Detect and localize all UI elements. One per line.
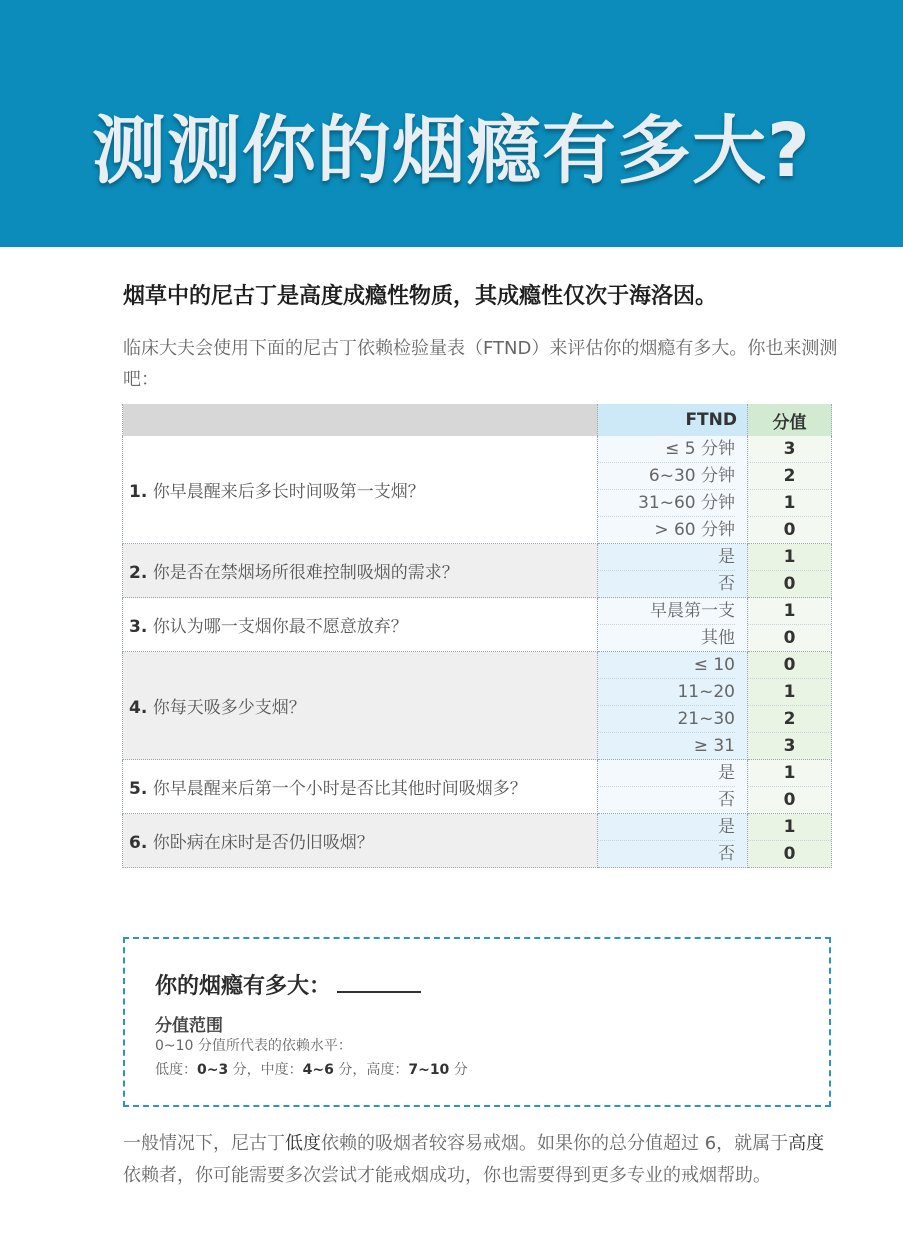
table-row [123,436,832,544]
option-label: 早晨第一支 [598,598,735,625]
intro-paragraph: 临床大夫会使用下面的尼古丁依赖检验量表（FTND）来评估你的烟瘾有多大。你也来测测吧： [123,338,838,390]
question-cell [123,814,598,868]
option-score: 0 [783,520,796,540]
ftnd-options-cell [598,598,748,652]
question-text: 你是否在禁烟场所很难控制吸烟的需求？ [152,563,459,583]
option-score: 0 [783,574,796,594]
option-score: 1 [748,679,831,706]
score-cell [748,544,832,598]
closing-paragraph: 一般情况下，尼古丁低度依赖的吸烟者较容易戒烟。如果你的总分值超过 6，就属于高度依赖者，你可能需要多次尝试才能戒烟成功，你也需要得到更多专业的戒烟帮助。 [123,1133,825,1186]
ftnd-options-cell [598,436,748,544]
question-cell [123,652,598,760]
option-label: 否 [718,574,735,594]
option-score: 3 [783,736,796,756]
option-score: 1 [748,760,831,787]
question-cell [123,436,598,544]
table-header-row [123,404,832,436]
range-levels: 低度：0~3 分，中度：4~6 分，高度：7~10 分 [155,1062,468,1078]
table-row [123,652,832,760]
question-text: 你每天吸多少支烟？ [152,698,306,718]
question-text: 你早晨醒来后第一个小时是否比其他时间吸烟多？ [152,779,527,799]
option-label: 31~60 分钟 [598,490,735,517]
range-title: 分值范围 [155,1016,223,1036]
option-label: 否 [718,844,735,864]
question-number: 1. [129,482,148,502]
lead-statement: 烟草中的尼古丁是高度成瘾性物质，其成瘾性仅次于海洛因。 [123,284,718,309]
option-label: 21~30 [598,706,735,733]
table-row [123,598,832,652]
option-score: 1 [748,814,831,841]
table-row [123,544,832,598]
question-text: 你卧病在床时是否仍旧吸烟？ [152,833,374,853]
ftnd-options-cell [598,814,748,868]
option-score: 2 [748,463,831,490]
option-label: 是 [598,814,735,841]
score-cell [748,652,832,760]
question-cell [123,760,598,814]
question-text: 你早晨醒来后多长时间吸第一支烟？ [152,482,425,502]
question-number: 2. [129,563,148,583]
answer-blank [337,971,421,993]
result-title: 你的烟瘾有多大： [155,969,421,1000]
result-box [123,937,831,1107]
option-score: 0 [783,844,796,864]
header-ftnd: FTND [598,404,748,436]
question-text: 你认为哪一支烟你最不愿意放弃？ [152,617,408,637]
ftnd-options-cell [598,652,748,760]
option-label: 其他 [701,628,735,648]
score-cell [748,598,832,652]
option-label: ≤ 10 [598,652,735,679]
option-score: 2 [748,706,831,733]
option-score: 1 [748,544,831,571]
score-cell [748,436,832,544]
question-number: 4. [129,698,148,718]
option-score: 0 [783,790,796,810]
question-number: 5. [129,779,148,799]
score-cell [748,814,832,868]
page-title: 测测你的烟瘾有多大? [92,108,811,194]
option-label: ≥ 31 [693,736,735,756]
table-row [123,814,832,868]
question-number: 3. [129,617,148,637]
question-cell [123,544,598,598]
ftnd-options-cell [598,760,748,814]
range-description: 0~10 分值所代表的依赖水平： [155,1038,352,1054]
option-score: 0 [748,652,831,679]
option-label: 11~20 [598,679,735,706]
option-score: 3 [748,436,831,463]
option-label: > 60 分钟 [654,520,735,540]
option-score: 1 [748,490,831,517]
header-score: 分值 [748,404,832,436]
score-cell [748,760,832,814]
option-score: 1 [748,598,831,625]
option-label: 是 [598,544,735,571]
option-label: 是 [598,760,735,787]
question-cell [123,598,598,652]
option-label: ≤ 5 分钟 [598,436,735,463]
option-label: 否 [718,790,735,810]
header-question-cell [123,404,598,436]
option-score: 0 [783,628,796,648]
question-number: 6. [129,833,148,853]
option-label: 6~30 分钟 [598,463,735,490]
ftnd-table [122,404,832,868]
header-banner [0,0,903,247]
ftnd-options-cell [598,544,748,598]
table-row [123,760,832,814]
